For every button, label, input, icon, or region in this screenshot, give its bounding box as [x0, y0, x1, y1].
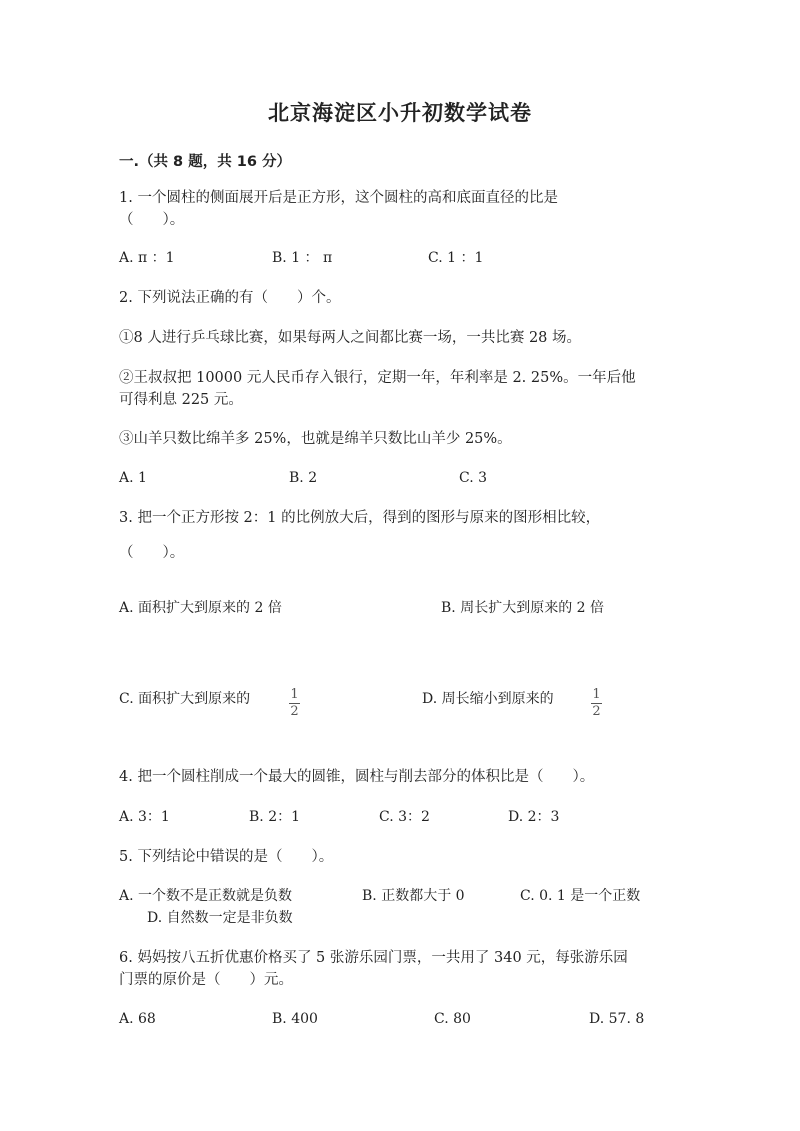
q2-option-b: B. 2	[289, 470, 318, 486]
fraction-denominator: 2	[290, 704, 299, 719]
q3-stem-line1: 3. 把一个正方形按 2：1 的比例放大后，得到的图形与原来的图形相比较，	[119, 510, 601, 526]
q4-option-b: B. 2：1	[249, 809, 301, 825]
q2-statement-3: ③山羊只数比绵羊多 25%，也就是绵羊只数比山羊少 25%。	[119, 431, 512, 447]
q2-statement-2-line1: ②王叔叔把 10000 元人民币存入银行，定期一年，年利率是 2. 25%。一年后他	[119, 370, 636, 386]
q3-option-b: B. 周长扩大到原来的 2 倍	[441, 600, 604, 616]
q5-option-d: D. 自然数一定是非负数	[147, 910, 293, 926]
q5-stem: 5. 下列结论中错误的是（ ）。	[119, 849, 334, 865]
q3-option-c-fraction	[289, 683, 300, 719]
q1-option-c: C. 1 ：1	[428, 250, 484, 266]
q2-stem: 2. 下列说法正确的有（ ）个。	[119, 290, 341, 306]
q5-option-a: A. 一个数不是正数就是负数	[119, 888, 293, 904]
fraction-numerator: 1	[290, 687, 299, 702]
q4-option-d: D. 2：3	[508, 809, 560, 825]
q4-option-a: A. 3：1	[119, 809, 170, 825]
q1-stem-line1: 1. 一个圆柱的侧面展开后是正方形，这个圆柱的高和底面直径的比是	[119, 190, 558, 206]
q6-option-c: C. 80	[434, 1011, 471, 1027]
q3-option-d-fraction	[591, 683, 602, 719]
q5-option-c: C. 0. 1 是一个正数	[520, 888, 641, 904]
q6-stem-line2: 门票的原价是（ ）元。	[119, 972, 293, 988]
fraction-numerator: 1	[592, 687, 601, 702]
q2-statement-2-line2: 可得利息 225 元。	[119, 392, 243, 408]
q2-statement-1: ①8 人进行乒乓球比赛，如果每两人之间都比赛一场，一共比赛 28 场。	[119, 330, 582, 346]
q3-stem-line2: （ ）。	[119, 545, 185, 561]
section-heading: 一.（共 8 题，共 16 分）	[119, 154, 291, 170]
q3-option-c: C. 面积扩大到原来的	[119, 691, 251, 707]
fraction-denominator: 2	[592, 704, 601, 719]
q6-option-a: A. 68	[119, 1011, 156, 1027]
q6-option-d: D. 57. 8	[589, 1011, 645, 1027]
q2-option-c: C. 3	[459, 470, 488, 486]
q4-option-c: C. 3：2	[379, 809, 430, 825]
page-title: 北京海淀区小升初数学试卷	[268, 101, 532, 125]
q5-option-b: B. 正数都大于 0	[362, 888, 465, 904]
q1-option-b: B. 1 ： π	[272, 250, 333, 266]
q2-option-a: A. 1	[119, 470, 147, 486]
q1-option-a: A. π ：1	[119, 250, 175, 266]
q3-option-a: A. 面积扩大到原来的 2 倍	[119, 600, 282, 616]
q4-stem: 4. 把一个圆柱削成一个最大的圆锥，圆柱与削去部分的体积比是（ ）。	[119, 769, 595, 785]
q3-option-d: D. 周长缩小到原来的	[422, 691, 554, 707]
q1-stem-line2: （ ）。	[119, 212, 185, 228]
q6-stem-line1: 6. 妈妈按八五折优惠价格买了 5 张游乐园门票，一共用了 340 元，每张游乐园	[119, 950, 628, 966]
q6-option-b: B. 400	[272, 1011, 318, 1027]
